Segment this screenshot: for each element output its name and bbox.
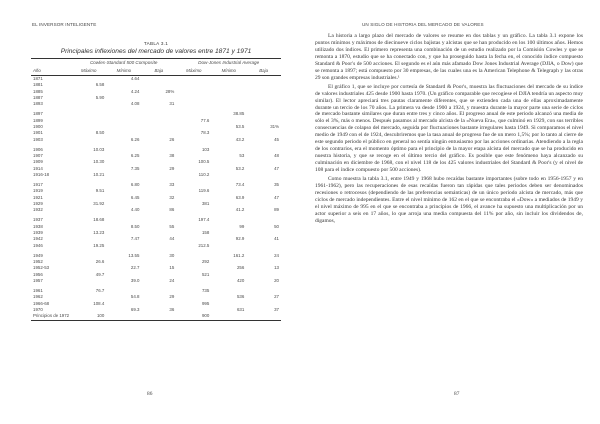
value-cell: 19.25 <box>93 242 105 248</box>
value-cell: 30 <box>169 252 175 258</box>
value-cell: 420 <box>236 277 245 283</box>
year-cell: 1885 <box>33 88 43 94</box>
year-cell: 1917 <box>33 181 43 187</box>
year-cell: 1871 <box>33 76 43 81</box>
value-cell: 995 <box>201 300 210 306</box>
year-cell: 1957 <box>33 277 43 283</box>
value-cell: 536 <box>236 294 245 300</box>
group-header-dow: Dow-Jones Industrial Average <box>176 59 281 68</box>
year-cell: 1932 <box>33 207 43 213</box>
paragraph-1: La historia a largo plazo del mercado de valores se resume en dos tablas y un gráfico. La tabla 3.1 expone los puntos mínimos y máximos de diecinueve ciclos bajistas y alcistas que se han producido en los 100 últimos años. Hemos utilizado dos índices. El primero representa una combinación de un estudio realizado por la Comisión Cowles y que se remonta a 1870, estudio que se ha conectado con, y que ha proseguido hasta la fecha en, el conocido índice compuesto Standard & Poor's de 500 acciones. El segundo es el aún más afamado Dow Jones Industrial Average (DJIA, o Dow) que se remonta a 1897; está compuesto por 30 empresas, de las cuales una es la American Telephone & Telegraph y las otras 29 son grandes empresas industriales.¹ <box>315 33 583 81</box>
year-cell: 1914 <box>33 165 43 171</box>
paragraph-3: Como muestra la tabla 3.1, entre 1949 y 1968 hubo recaídas bastante importantes (sobre todo en 1956-1957 y en 1961-1962), pero las recuperaciones de esas recaídas fueron tan rápidas que tales periodos deben ser denominados recesiones o retrocesos (dependiendo de las preferencias semánticas) de un único periodo alcista de mercado, más que ciclos de mercado independientes. Entre el nivel mínimo de 162 en el que se encontraba el «Dow» a mediados de 1949 y el nivel máximo de 995 en el que se encontraba a principios de 1966, el avance ha supuesto una multiplicación por un actor superior a seis en 17 años, lo que arroja una media compuesta del 11% por año, sin incluir los dividendos de, digamos, <box>315 176 583 224</box>
value-cell: 92.9 <box>235 236 245 242</box>
year-cell: 1952 <box>33 258 43 264</box>
paragraph-2: El gráfico 1, que se incluye por cortesía de Standard & Poor's, muestra las fluctuaciones del mercado de su índice de valores industriales 425 desde 1900 hasta 1970. (Un gráfico comparable que recogiese el DJIA tendría un aspecto muy similar). El lector apreciará tres pautas claramente diferentes, que se extienden cada una de ellas aproximadamente durante un tercio de los 70 años. La primera va desde 1900 a 1924, y muestra durante la mayor parte una serie de ciclos de mercado bastante similares que duran entre tres y cinco años. El progreso anual de este periodo alcanzó una media de sólo el 3%, más o menos. Después pasamos al mercado alcista de la «Nueva Era», que culminó en 1929, con sus terribles consecuencias de colapso del mercado, seguida por fluctuaciones bastante irregulares hasta 1949. Si comparamos el nivel medio de 1949 con el de 1924, descubriremos que la tasa anual de progreso fue de un mero 1,5%; por lo tanto al cierre de este segundo periodo el público en general no sentía ningún entusiasmo por las acciones ordinarias. Atendiendo a la regla de los contrarios, era el momento óptimo para el principio de la mayor etapa alcista del mercado que se ha producido en nuestra historia, y que se recoge en el último tercio del gráfico. Es posible que este fenómeno haya alcanzado su culminación en diciembre de 1968, con el nivel 118 de los 425 valores industriales del Standard & Poor's (y el nivel de 108 para el índice compuesto por 500 acciones). <box>315 83 583 174</box>
value-cell: 31 <box>169 101 175 107</box>
value-cell: 8.50 <box>130 223 140 229</box>
value-cell: 9.51 <box>95 188 105 194</box>
year-cell: 1881 <box>33 82 43 88</box>
value-cell: 39.0 <box>130 277 140 283</box>
value-cell: 161.2 <box>233 252 245 258</box>
table-row <box>31 76 281 83</box>
column-header: Año <box>31 67 71 76</box>
value-cell: 6.26 <box>130 136 140 142</box>
value-cell: 103 <box>201 146 210 152</box>
group-header-cowles: Cowles-Standard 500 Composite <box>71 59 176 68</box>
column-header: Mínimo <box>106 67 141 76</box>
value-cell: 10.21 <box>93 172 105 177</box>
value-cell: 13 <box>274 265 279 271</box>
value-cell: 50 <box>274 223 279 229</box>
table-number: TABLA 3.1 <box>143 41 169 46</box>
table-caption <box>32 41 280 55</box>
year-cell: 1916-18 <box>33 172 50 177</box>
value-cell: 49.7 <box>95 271 105 277</box>
year-cell: 1901 <box>33 130 43 136</box>
table-title: Principales inflexiones del mercado de valores entre 1871 y 1971 <box>60 48 252 55</box>
value-cell: 47 <box>274 165 279 171</box>
year-cell: 1942 <box>33 236 43 242</box>
year-cell: 1907 <box>33 152 43 158</box>
year-cell: 1938 <box>33 223 43 229</box>
value-cell: 100.5 <box>198 159 210 165</box>
value-cell: 6.80 <box>130 181 140 187</box>
column-header: Máximo <box>71 67 106 76</box>
stock-market-table <box>31 58 281 321</box>
value-cell: 32 <box>169 194 175 200</box>
table-row <box>31 313 281 320</box>
value-cell <box>211 313 246 320</box>
value-cell: 27 <box>274 294 279 300</box>
year-cell: 1909 <box>33 159 43 165</box>
value-cell: 10.03 <box>93 146 105 152</box>
value-cell: 28% <box>165 88 175 94</box>
running-head-right: UN SIGLO DE HISTORIA DEL MERCADO DE VALORES <box>362 22 484 27</box>
value-cell: 631 <box>236 306 245 312</box>
year-cell: 1937 <box>33 217 43 223</box>
year-cell: 1921 <box>33 194 43 200</box>
value-cell: 38.85 <box>233 111 245 117</box>
value-cell: 33 <box>169 181 175 187</box>
value-cell: 26 <box>169 136 175 142</box>
value-cell: 55 <box>169 223 175 229</box>
value-cell: 381 <box>201 200 210 206</box>
value-cell: 100 <box>71 313 106 320</box>
year-cell: 1946 <box>33 242 43 248</box>
value-cell: 53.2 <box>235 165 245 171</box>
value-cell: 158 <box>201 229 210 235</box>
year-cell: 1903 <box>33 136 43 142</box>
value-cell: 47 <box>274 194 279 200</box>
value-cell: 63.9 <box>235 194 245 200</box>
value-cell: 13.55 <box>128 252 140 258</box>
value-cell: 197.4 <box>198 217 210 223</box>
value-cell <box>141 313 176 320</box>
column-header: Baja <box>141 67 176 76</box>
value-cell: 256 <box>236 265 245 271</box>
value-cell: 31% <box>270 124 279 129</box>
value-cell: 22.7 <box>130 265 140 271</box>
value-cell: 292 <box>201 258 210 264</box>
page-number-right: 87 <box>454 391 460 397</box>
value-cell: 10.30 <box>93 159 105 165</box>
value-cell: 41 <box>274 236 279 242</box>
value-cell: 6.25 <box>130 152 140 158</box>
value-cell: 53 <box>239 152 245 158</box>
value-cell: 7.35 <box>130 165 140 171</box>
value-cell: 41.2 <box>235 207 245 213</box>
value-cell: 6.45 <box>130 194 140 200</box>
year-cell: 1956 <box>33 271 43 277</box>
year-cell: 1939 <box>33 229 43 235</box>
year-cell: 1906 <box>33 146 43 152</box>
year-cell: 1966-68 <box>33 300 50 306</box>
value-cell: 45 <box>274 136 279 142</box>
value-cell: 5.90 <box>95 95 105 101</box>
value-cell: 6.58 <box>95 82 105 88</box>
year-cell: 1970 <box>33 306 43 312</box>
value-cell: 76.7 <box>95 287 105 293</box>
value-cell: 119.6 <box>198 188 210 194</box>
value-cell: 18.68 <box>93 217 105 223</box>
value-cell <box>106 313 141 320</box>
year-cell: 1899 <box>33 117 43 123</box>
value-cell: 8.50 <box>95 130 105 136</box>
year-cell: 1900 <box>33 124 43 129</box>
body-text <box>315 33 583 227</box>
value-cell: 86 <box>169 207 175 213</box>
value-cell: 78.3 <box>200 130 210 136</box>
year-cell: 1887 <box>33 95 43 101</box>
column-header: Máximo <box>176 67 211 76</box>
value-cell: 15 <box>169 265 175 271</box>
value-cell <box>176 76 211 83</box>
year-cell: Principios de 1972 <box>33 313 70 319</box>
value-cell: 24 <box>169 277 175 283</box>
value-cell: 48 <box>274 152 279 158</box>
value-cell <box>141 76 176 83</box>
value-cell: 900 <box>176 313 211 320</box>
column-header: Mínimo <box>211 67 246 76</box>
value-cell: 29 <box>169 294 175 300</box>
value-cell: 20 <box>274 277 279 283</box>
year-cell: 1949 <box>33 252 43 258</box>
value-cell: 35 <box>274 181 279 187</box>
value-cell: 77.6 <box>200 117 210 123</box>
year-cell: 1919 <box>33 188 43 194</box>
value-cell: 99 <box>239 223 245 229</box>
value-cell: 53.5 <box>235 124 245 129</box>
value-cell: 4.64 <box>130 76 140 81</box>
value-cell: 24 <box>274 252 279 258</box>
group-header-blank <box>31 59 71 68</box>
value-cell: 7.47 <box>130 236 140 242</box>
value-cell: 36 <box>169 306 175 312</box>
value-cell: 89 <box>274 207 279 213</box>
right-page <box>300 0 600 424</box>
year-cell: 1893 <box>33 101 43 107</box>
value-cell: 73.4 <box>235 181 245 187</box>
value-cell <box>71 76 106 83</box>
value-cell <box>246 76 281 83</box>
value-cell: 13.23 <box>93 229 105 235</box>
value-cell: 4.40 <box>130 207 140 213</box>
value-cell: 31.92 <box>93 200 105 206</box>
value-cell: 4.24 <box>130 88 140 94</box>
value-cell: 4.08 <box>130 101 140 107</box>
table-body <box>31 76 281 321</box>
value-cell: 521 <box>201 271 210 277</box>
year-cell: 1929 <box>33 200 43 206</box>
year-cell: 1952-53 <box>33 265 50 271</box>
value-cell: 212.5 <box>198 242 210 248</box>
year-cell: 1962 <box>33 294 43 300</box>
value-cell: 44 <box>169 236 175 242</box>
value-cell: 38 <box>169 152 175 158</box>
value-cell: 43.2 <box>235 136 245 142</box>
column-header-row <box>31 67 281 76</box>
value-cell <box>246 313 281 320</box>
value-cell: 29 <box>169 165 175 171</box>
value-cell <box>211 76 246 83</box>
year-cell: 1961 <box>33 287 43 293</box>
value-cell: 735 <box>201 287 210 293</box>
value-cell: 54.8 <box>130 294 140 300</box>
year-cell: 1897 <box>33 111 43 117</box>
column-header: Baja <box>246 67 281 76</box>
value-cell: 110.2 <box>198 172 210 177</box>
value-cell: 37 <box>274 306 279 312</box>
value-cell: 69.3 <box>130 306 140 312</box>
running-head-left: EL INVERSOR INTELIGENTE <box>32 22 97 27</box>
value-cell: 108.4 <box>93 300 105 306</box>
page-number-left: 86 <box>147 391 153 397</box>
value-cell: 26.6 <box>95 258 105 264</box>
